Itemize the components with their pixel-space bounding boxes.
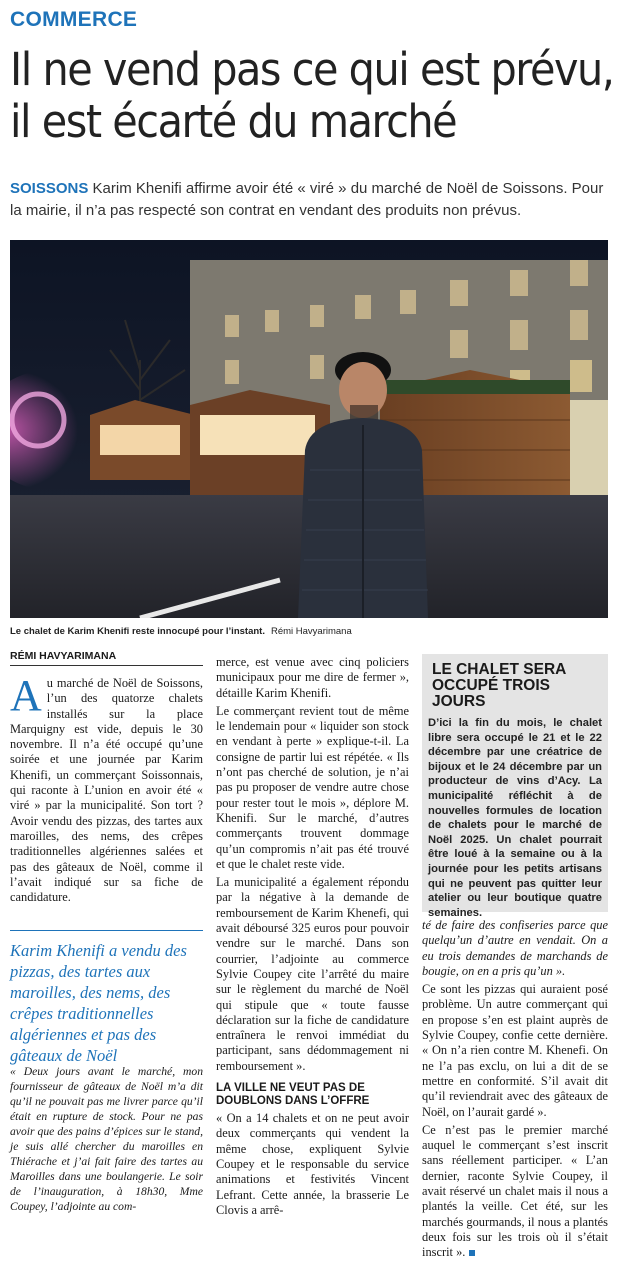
col2-paragraph-4: « On a 14 chalets et on ne peut avoir deux commerçants qui vendent la même chose, expliquent Sylvie Coupey et le responsable du service animations et festivités Vincent Lefrant. Cette année, la brasserie Le Clovis a arrê- <box>216 1111 409 1217</box>
col3-paragraph-2: Ce sont les pizzas qui auraient posé problème. Un autre commerçant qui en propose s’en est plaint auprès de Sylvie Coupey, confie cette dernière. « On n’a rien contre M. Khenefi. On ne l’a pas exclu, on lui a dit de se mettre en conformité. S’il avait dit qu’il reviendrait avec des gâteaux de Noël, on l’aurait gardé ». <box>422 982 608 1119</box>
column-3 <box>422 918 608 1264</box>
article-photo <box>10 240 608 618</box>
quote-paragraph: « Deux jours avant le marché, mon fournisseur de gâteaux de Noël m’a dit qu’il ne pouvait pas me livrer parce qu’il était en rupture de stock. Pour ne pas avoir que des pains d’épices sur le stand, je suis allé chercher du maroilles en Thiérache et j’ai fait faire des tartes au Maroilles dans une boulangerie. Le soir de l’inauguration, à 18h30, Mme Coupey, l’adjointe au com- <box>10 1065 203 1213</box>
col2-paragraph-2: Le commerçant revient tout de même le lendemain pour « liquider son stock en vendant à perte » explique-t-il. La consigne de partir lui est répétée. « Ils n’ont pas cherché de solution, je n’ai pas pu proposer de vendre autre chose pour rester tout le mois », déplore M. Khenifi. Sur le marché, d’autres commerçants trouvent dommage qu’un compromis n’ait pas été trouvé et que le chalet reste vide. <box>216 703 409 871</box>
byline: RÉMI HAVYARIMANA <box>10 650 117 662</box>
end-of-article-mark <box>469 1250 475 1256</box>
intro-paragraph <box>10 671 203 905</box>
photo-illustration <box>10 240 608 618</box>
column-1 <box>10 671 203 908</box>
col2-paragraph-3: La municipalité a également répondu par la négative à la demande de remboursement de Karim Khenefi, qui avait déboursé 325 euros pour pouvoir vendre sur le marché. Dans son courrier, l’adjointe au commerce Sylvie Coupey cite l’arrêté du maire sur le règlement du marché de Noël qui stipule que « toute fausse déclaration sur la fiche de candidature entraînera le renvoi immédiat du participant, sans dédommagement ni remboursement ». <box>216 875 409 1073</box>
standfirst-text: Karim Khenifi affirme avoir été « viré » du marché de Noël de Soissons. Pour la mairie, il n’a pas respecté son contrat en vendant des produits non prévus. <box>10 180 604 219</box>
sidebar-box-text: D’ici la fin du mois, le chalet libre sera occupé le 21 et le 22 décembre par une créatrice de bijoux et le 24 décembre par un producteur de vins d’Acy. La municipalité réfléchit à de nouvelles formules de location de chalets pour le marché de Noël 2025. Un chalet pourrait être loué à la semaine ou à la journée pour les petits artisans qui ne peuvent pas quitter leur atelier ou leur boutique quatre semaines. <box>428 717 602 919</box>
col2-paragraph-1: merce, est venue avec cinq policiers municipaux pour me dire de fermer », détaille Karim Khenifi. <box>216 655 409 700</box>
column-2 <box>216 655 409 1221</box>
sidebar-box-title: LE CHALET SERA OCCUPÉ TROIS JOURS <box>432 661 566 710</box>
sidebar-box <box>422 654 608 919</box>
byline-rule <box>10 665 203 666</box>
headline-line-2: il est écarté du marché <box>10 95 457 148</box>
intertitle: LA VILLE NE VEUT PAS DE DOUBLONS DANS L’OFFRE <box>216 1082 370 1108</box>
col3-paragraph-1: té de faire des confiseries parce que quelqu’un d’autre en vendait. On a eu trois demandes de marchands de bougie, on en a pris qu’un ». <box>422 918 608 978</box>
intro-text: u marché de Noël de Soissons, l’un des quatorze chalets installés sur la place Marquigny est vide, depuis le 30 novembre. Il n’a été occupé qu’une soirée et une journée par Karim Khenifi, un commerçant Soissonnais, qui raconte à L’union en avoir été « viré » par la municipalité. Son tort ? Avoir vendu des pizzas, des tartes aux maroilles, des nems, des crêpes traditionnelles algériennes salées et pas des gâteaux de Noël, comme il l’avait indiqué sur sa fiche de candidature. <box>10 676 203 905</box>
dropcap: A <box>10 671 42 720</box>
pullquote-rule <box>10 930 203 931</box>
column-1-quote <box>10 1064 203 1217</box>
col3-paragraph-3 <box>422 1123 608 1261</box>
headline <box>10 43 614 148</box>
standfirst <box>10 178 610 222</box>
section-rubric: COMMERCE <box>10 8 138 31</box>
photo-caption <box>10 626 352 637</box>
caption-text: Le chalet de Karim Khenifi reste innocupé pour l’instant. <box>10 626 265 637</box>
col3-paragraph-3-text: Ce n’est pas le premier marché auquel le commerçant s’est inscrit sans réellement participer. « L’an dernier, raconte Sylvie Coupey, il avait réservé un chalet mais il nous a plantés la veille. Cet été, sur les marchés gourmands, il nous a plantés deux fois sur les trois où il s’était inscrit ». <box>422 1122 608 1260</box>
headline-line-1: Il ne vend pas ce qui est prévu, <box>10 43 614 96</box>
photo-credit: Rémi Havyarimana <box>270 626 352 637</box>
dateline-place: SOISSONS <box>10 180 89 197</box>
pullquote: Karim Khenifi a vendu des pizzas, des tartes aux maroilles, des nems, des crêpes traditionnelles algériennes et pas des gâteaux de Noël <box>10 941 187 1065</box>
